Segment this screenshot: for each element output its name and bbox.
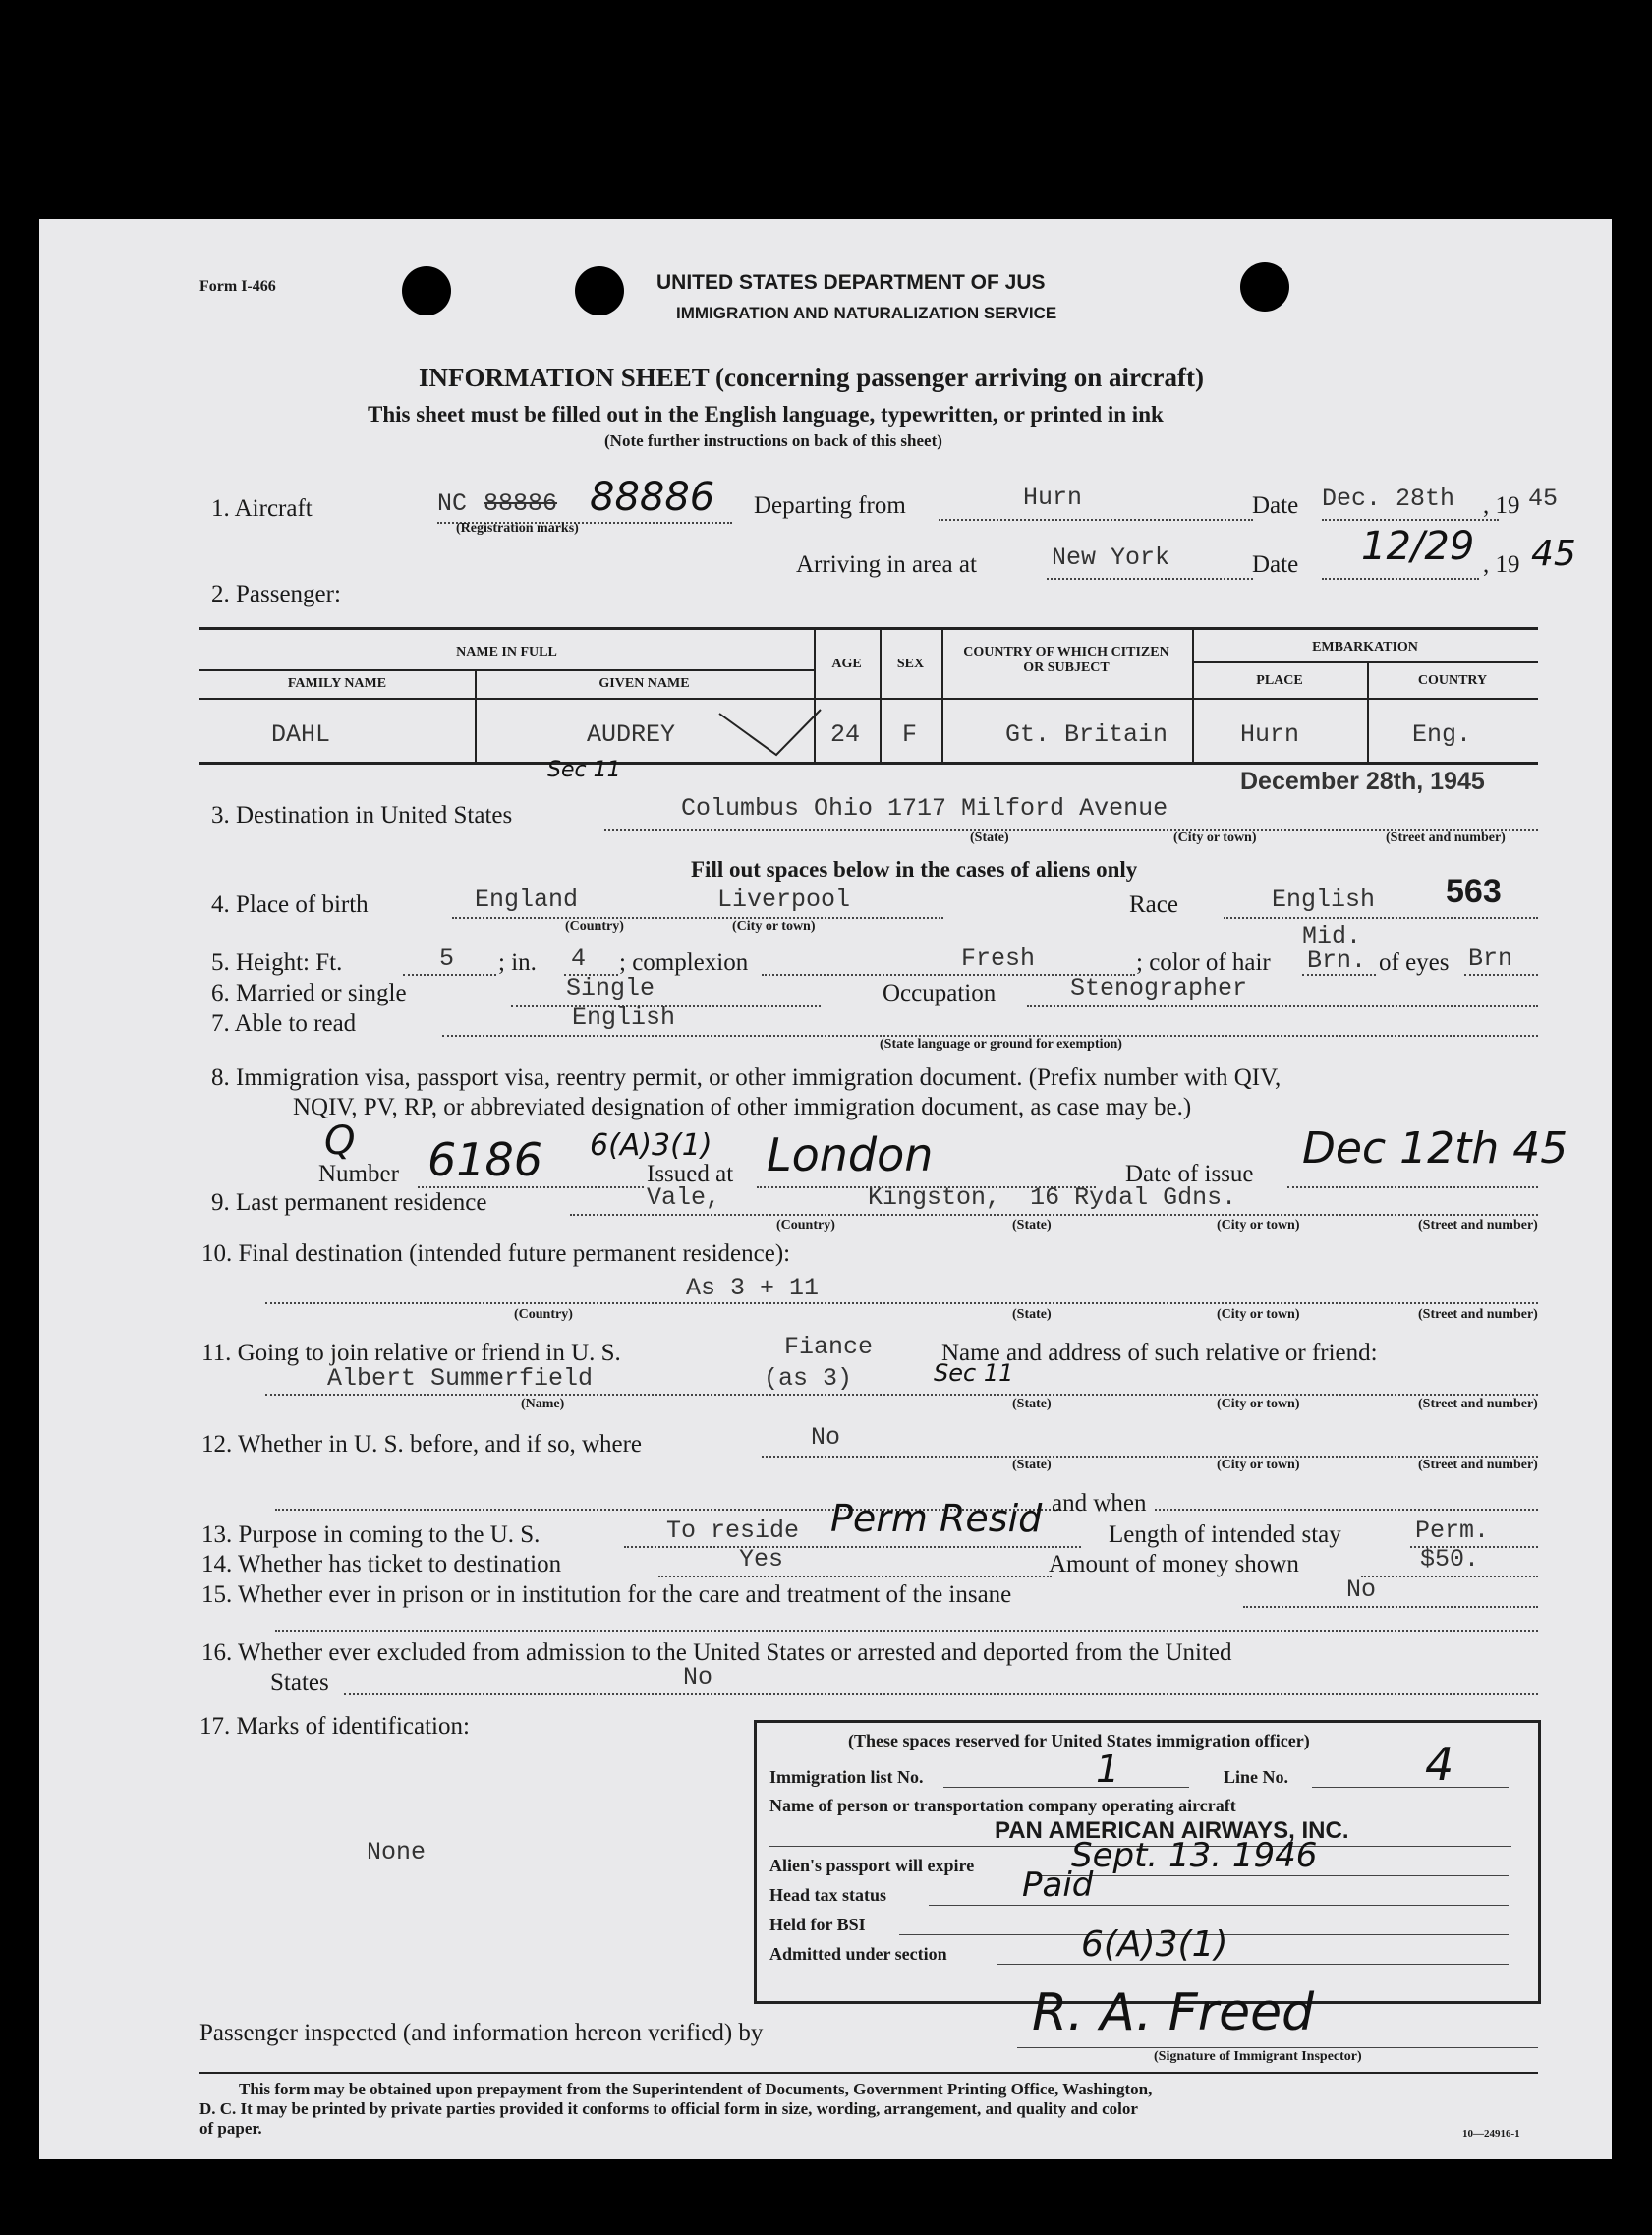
issued-at: London	[767, 1128, 934, 1181]
passenger-label: 2. Passenger:	[211, 581, 341, 607]
issue-date: Dec 12th 45	[1302, 1123, 1568, 1174]
eyes-label: of eyes	[1379, 949, 1450, 976]
family-name-value: DAHL	[271, 720, 331, 749]
departing-from: Hurn	[1023, 484, 1083, 512]
caption-city: (City or town)	[1217, 1218, 1300, 1232]
marital-value: Single	[566, 974, 655, 1003]
aliens-heading: Fill out spaces below in the cases of aliens only	[691, 857, 1138, 882]
age-value: 24	[830, 720, 861, 749]
aircraft-prefix: NC	[437, 489, 468, 518]
departing-date-label: Date	[1252, 492, 1299, 519]
departing-label: Departing from	[754, 492, 906, 519]
page-subtitle: This sheet must be filled out in the English language, typewritten, or printed in ink	[368, 402, 1164, 427]
purpose-handwritten: Perm Resid	[830, 1497, 1043, 1540]
arriving-date: 12/29	[1361, 524, 1475, 569]
aircraft-label: 1. Aircraft	[211, 495, 313, 522]
embarkation-place-value: Hurn	[1240, 720, 1300, 749]
join-label: 11. Going to join relative or friend in U. S.	[201, 1340, 621, 1366]
money-label: Amount of money shown	[1049, 1551, 1299, 1577]
operator-value: PAN AMERICAN AIRWAYS, INC.	[995, 1817, 1349, 1844]
prison-label: 15. Whether ever in prison or in institution for the care and treatment of the insane	[201, 1581, 1012, 1608]
prior-us-label: 12. Whether in U. S. before, and if so, where	[201, 1431, 643, 1458]
height-inches: 4	[571, 945, 587, 973]
relation-value: Fiance	[784, 1333, 874, 1361]
header-age: AGE	[831, 657, 862, 671]
header-sex: SEX	[896, 657, 925, 671]
punch-hole	[1240, 262, 1289, 312]
ticket-value: Yes	[739, 1545, 784, 1574]
form-sheet	[39, 219, 1612, 2159]
stay-value: Perm.	[1415, 1517, 1490, 1545]
header-place: PLACE	[1256, 673, 1303, 688]
header-name-in-full: NAME IN FULL	[456, 645, 557, 659]
caption-street: (Street and number)	[1386, 831, 1506, 845]
occupation-label: Occupation	[883, 980, 997, 1006]
prior-us-value: No	[811, 1423, 841, 1452]
caption-state: (State)	[1012, 1307, 1052, 1322]
page-title: INFORMATION SHEET (concerning passenger arriving on aircraft)	[419, 363, 1204, 392]
caption-state: (State)	[970, 831, 1009, 845]
year-label-2: , 19	[1483, 551, 1520, 578]
header-emb-country: COUNTRY	[1417, 673, 1488, 688]
head-tax-value: Paid	[1022, 1865, 1094, 1905]
arriving-date-label: Date	[1252, 551, 1299, 578]
purpose-label: 13. Purpose in coming to the U. S.	[201, 1521, 541, 1548]
excluded-label-2: States	[270, 1669, 329, 1695]
hair-modifier: Mid.	[1302, 922, 1362, 950]
caption-city-town: (City or town)	[732, 919, 816, 934]
issue-date-label: Date of issue	[1125, 1161, 1254, 1187]
citizenship-value: Gt. Britain	[1005, 720, 1168, 749]
section-margin-note: Sec 11	[547, 758, 621, 782]
year-label: , 19	[1483, 492, 1520, 519]
friend-section: Sec 11	[934, 1359, 1014, 1387]
race-code: 563	[1446, 873, 1502, 910]
line-no-label: Line No.	[1224, 1767, 1289, 1787]
punch-hole	[402, 266, 451, 315]
arriving-label: Arriving in area at	[796, 551, 977, 578]
caption-street: (Street and number)	[1418, 1307, 1538, 1322]
received-date-stamp: December 28th, 1945	[1240, 768, 1485, 795]
caption-city: (City or town)	[1217, 1307, 1300, 1322]
inspector-signature: R. A. Freed	[1032, 1983, 1315, 2042]
visa-section: 6(A)3(1)	[590, 1128, 712, 1163]
caption-street: (Street and number)	[1418, 1458, 1538, 1472]
header-country: COUNTRY OF WHICH CITIZEN OR SUBJECT	[963, 645, 1169, 675]
birth-country: England	[475, 886, 579, 914]
header-given-name: GIVEN NAME	[598, 676, 690, 691]
arriving-area: New York	[1052, 544, 1170, 572]
destination-value: Columbus Ohio 1717 Milford Avenue	[681, 794, 1168, 823]
caption-state: (State)	[1012, 1218, 1052, 1232]
birth-city: Liverpool	[717, 886, 851, 914]
caption-city: (City or town)	[1217, 1458, 1300, 1472]
destination-label: 3. Destination in United States	[211, 802, 513, 829]
ticket-label: 14. Whether has ticket to destination	[201, 1551, 562, 1577]
header-embarkation: EMBARKATION	[1312, 640, 1418, 655]
birthplace-label: 4. Place of birth	[211, 891, 369, 918]
caption-country: (Country)	[565, 919, 624, 934]
departing-date: Dec. 28th	[1322, 485, 1455, 513]
officer-box-title: (These spaces reserved for United States immigration officer)	[848, 1731, 1310, 1750]
complexion-value: Fresh	[961, 945, 1036, 973]
list-no-label: Immigration list No.	[769, 1767, 924, 1787]
race-value: English	[1272, 886, 1376, 914]
occupation-value: Stenographer	[1070, 974, 1248, 1003]
stay-label: Length of intended stay	[1109, 1521, 1341, 1548]
height-label: 5. Height: Ft.	[211, 949, 343, 976]
section-value: 6(A)3(1)	[1081, 1924, 1228, 1965]
header-family-name: FAMILY NAME	[287, 676, 387, 691]
document-label: 8. Immigration visa, passport visa, reentry permit, or other immigration document. (Prefix number with QIV,	[211, 1064, 1282, 1091]
race-label: Race	[1129, 891, 1178, 918]
sex-value: F	[902, 720, 918, 749]
caption-country: (Country)	[776, 1218, 835, 1232]
signature-caption: (Signature of Immigrant Inspector)	[1154, 2049, 1362, 2064]
height-feet: 5	[439, 945, 455, 973]
number-label: Number	[318, 1161, 399, 1187]
marks-value: None	[367, 1838, 427, 1866]
section-label: Admitted under section	[769, 1944, 947, 1964]
friend-address: (as 3)	[764, 1364, 853, 1393]
departing-year: 45	[1528, 485, 1559, 513]
inches-label: ; in.	[498, 949, 537, 976]
embarkation-country-value: Eng.	[1412, 720, 1472, 749]
form-code: 10—24916-1	[1462, 2128, 1520, 2140]
caption-name: (Name)	[521, 1397, 565, 1411]
hair-label: ; color of hair	[1136, 949, 1271, 976]
list-no-value: 1	[1096, 1748, 1120, 1791]
last-residence-label: 9. Last permanent residence	[211, 1189, 487, 1216]
caption-city: (City or town)	[1217, 1397, 1300, 1411]
marks-label: 17. Marks of identification:	[199, 1713, 470, 1740]
and-when-label: and when	[1052, 1490, 1147, 1517]
caption-street: (Street and number)	[1418, 1218, 1538, 1232]
caption-city: (City or town)	[1173, 831, 1257, 845]
punch-hole	[575, 266, 624, 315]
money-value: $50.	[1420, 1545, 1480, 1574]
reg-caption: (Registration marks)	[456, 521, 579, 536]
caption-country: (Country)	[514, 1307, 573, 1322]
footer-line-2: D. C. It may be printed by private parties provided it conforms to official form in size, wording, arrangement, and quality and color	[199, 2099, 1138, 2118]
read-caption: (State language or ground for exemption)	[880, 1037, 1122, 1052]
document-label-2: NQIV, PV, RP, or abbreviated designation of other immigration document, as case may be.)	[293, 1094, 1192, 1120]
caption-state: (State)	[1012, 1458, 1052, 1472]
line-no-value: 4	[1425, 1738, 1454, 1791]
last-residence-value: Vale, Kingston, 16 Rydal Gdns.	[647, 1183, 1237, 1212]
marital-label: 6. Married or single	[211, 980, 407, 1006]
excluded-label: 16. Whether ever excluded from admission to the United States or arrested and deported from the United	[201, 1639, 1232, 1666]
final-dest-value: As 3 + 11	[686, 1274, 820, 1302]
read-label: 7. Able to read	[211, 1010, 357, 1037]
arriving-year: 45	[1531, 534, 1576, 574]
caption-state: (State)	[1012, 1397, 1052, 1411]
visa-number: 6186	[427, 1133, 543, 1186]
aircraft-reg-handwritten: 88886	[590, 475, 715, 520]
form-number: Form I-466	[199, 278, 276, 295]
department-name: UNITED STATES DEPARTMENT OF JUS	[656, 271, 1046, 294]
prison-value: No	[1346, 1576, 1377, 1604]
purpose-value: To reside	[666, 1517, 800, 1545]
footer-line-1: This form may be obtained upon prepayment from the Superintendent of Documents, Government Printing Office, Washington,	[239, 2080, 1153, 2098]
bsi-label: Held for BSI	[769, 1915, 866, 1934]
checkmark-stroke	[717, 706, 826, 765]
caption-street: (Street and number)	[1418, 1397, 1538, 1411]
excluded-value: No	[683, 1663, 713, 1691]
complexion-label: ; complexion	[619, 949, 749, 976]
aircraft-reg-struck: 88886	[484, 489, 558, 518]
hair-value: Brn.	[1307, 946, 1367, 975]
final-dest-label: 10. Final destination (intended future permanent residence):	[201, 1240, 791, 1267]
operator-label: Name of person or transportation company operating aircraft	[769, 1796, 1236, 1815]
given-name-value: AUDREY	[587, 720, 676, 749]
eyes-value: Brn	[1468, 945, 1513, 973]
visa-prefix: Q	[324, 1118, 356, 1164]
inspected-label: Passenger inspected (and information hereon verified) by	[199, 2020, 764, 2046]
passport-expire-value: Sept. 13. 1946	[1071, 1836, 1318, 1875]
head-tax-label: Head tax status	[769, 1885, 887, 1905]
passport-expire-label: Alien's passport will expire	[769, 1856, 975, 1875]
join-label-b: Name and address of such relative or friend:	[941, 1340, 1378, 1366]
service-name: IMMIGRATION AND NATURALIZATION SERVICE	[676, 304, 1057, 322]
issued-label: Issued at	[647, 1161, 734, 1187]
read-value: English	[572, 1003, 676, 1032]
page-note: (Note further instructions on back of this sheet)	[604, 431, 942, 450]
footer-line-3: of paper.	[199, 2119, 262, 2138]
friend-name: Albert Summerfield	[327, 1364, 594, 1393]
